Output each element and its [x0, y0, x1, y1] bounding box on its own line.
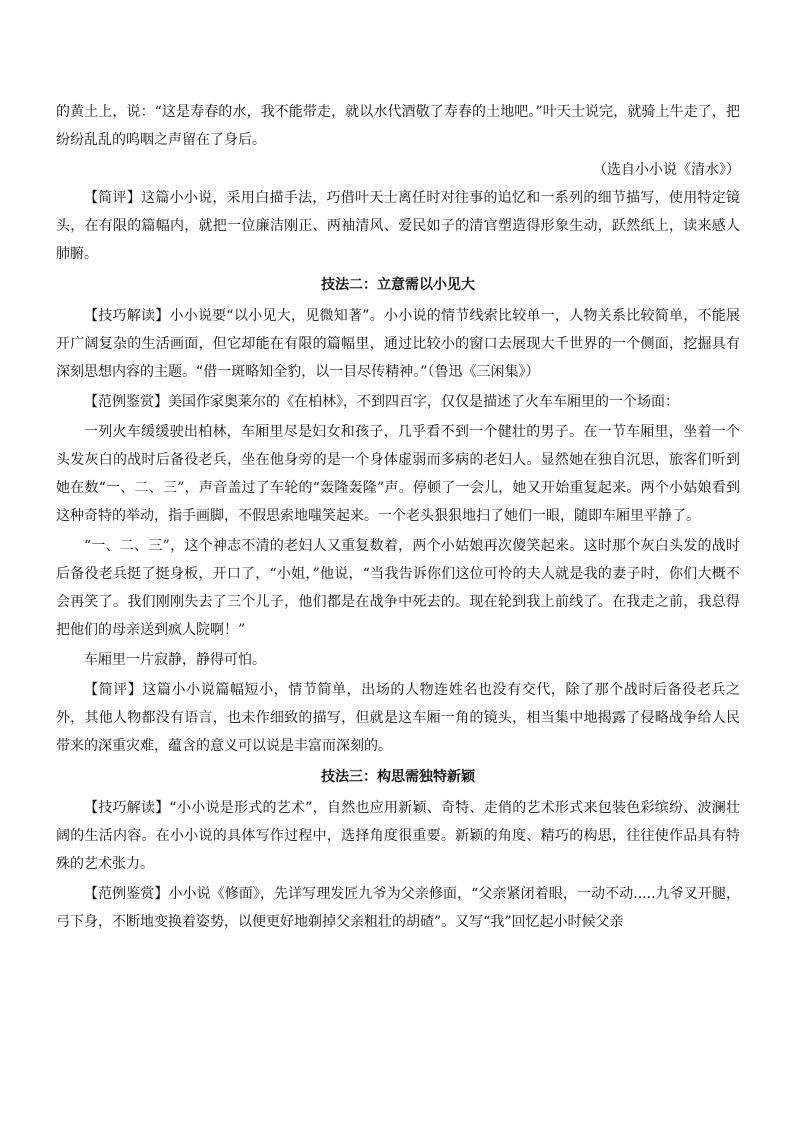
example-intro-paragraph: 【范例鉴赏】美国作家奥莱尔的《在柏林》，不到四百字，仅仅是描述了火车车厢里的一个场面： [84, 394, 679, 410]
technique-paragraph: 【技巧解读】“小小说是形式的艺术”，自然也应用新颖、奇特、走俏的艺术形式来包装色彩缤纷、波澜壮阔的生活内容。在小小说的具体写作过程中，选择角度很重要。新颖的角度、精巧的构思，往往使作品具有特殊的艺术张力。 [56, 800, 740, 872]
review-paragraph: 【简评】这篇小小说篇幅短小，情节简单，出场的人物连姓名也没有交代，除了那个战时后备役老兵之外，其他人物都没有语言，也未作细致的描写，但就是这车厢一角的镜头，相当集中地揭露了侵略战争给人民带来的深重灾难，蕴含的意义可以说是丰富而深刻的。 [56, 682, 740, 754]
story-paragraph: 车厢里一片寂静，静得可怕。 [84, 652, 266, 668]
review-paragraph: 【简评】这篇小小说，采用白描手法，巧借叶天士离任时对往事的追忆和一系列的细节描写，使用特定镜头，在有限的篇幅内，就把一位廉洁刚正、两袖清风、爱民如子的清官塑造得形象生动，跃然纸上，读来感人肺腑。 [56, 190, 740, 262]
example-paragraph: 【范例鉴赏】小小说《修面》，先详写理发匠九爷为父亲修面，“父亲紧闭着眼，一动不动.....九爷叉开腿，弓下身，不断地变换着姿势，以便更好地剃掉父亲粗壮的胡碴”。又写“我”回忆起小时候父亲 [56, 886, 740, 930]
section-heading: 技法二：立意需以小见大 [321, 277, 475, 293]
section-heading: 技法三：构思需独特新颖 [321, 769, 475, 785]
story-paragraph: “一、二、三”，这个神志不清的老妇人又重复数着，两个小姑娘再次傻笑起来。这时那个灰白头发的战时后备役老兵挺了挺身板，开口了，“小姐，”他说，“当我告诉你们这位可怜的夫人就是我的妻子时，你们大概不会再笑了。我们刚刚失去了三个儿子，他们都是在战争中死去的。现在轮到我上前线了。在我走之前，我总得把他们的母亲送到疯人院啊！” [56, 538, 740, 638]
technique-paragraph: 【技巧解读】小小说要“以小见大，见微知著”。小小说的情节线索比较单一，人物关系比较简单，不能展开广阔复杂的生活画面，但它却能在有限的篇幅里，通过比较小的窗口去展现大千世界的一个侧面，挖掘具有深刻思想内容的主题。“借一斑略知全豹，以一目尽传精神。”（鲁迅《三闲集》） [56, 308, 740, 380]
body-paragraph: 的黄土上，说：“这是寿春的水，我不能带走，就以水代酒敬了寿春的土地吧。”叶天士说完，就骑上牛走了，把纷纷乱乱的呜咽之声留在了身后。 [56, 104, 740, 148]
document-page [56, 98, 740, 936]
source-citation: （选自小小说《清水》） [593, 162, 740, 178]
story-paragraph: 一列火车缓缓驶出柏林，车厢里尽是妇女和孩子，几乎看不到一个健壮的男子。在一节车厢里，坐着一个头发灰白的战时后备役老兵，坐在他身旁的是一个身体虚弱而多病的老妇人。显然她在独自沉思，旅客们听到她在数“一、二、三”，声音盖过了车轮的“轰隆轰隆”声。停顿了一会儿，她又开始重复起来。两个小姑娘看到这种奇特的举动，指手画脚，不假思索地嗤笑起来。一个老头狠狠地扫了她们一眼，随即车厢里平静了。 [56, 424, 740, 524]
